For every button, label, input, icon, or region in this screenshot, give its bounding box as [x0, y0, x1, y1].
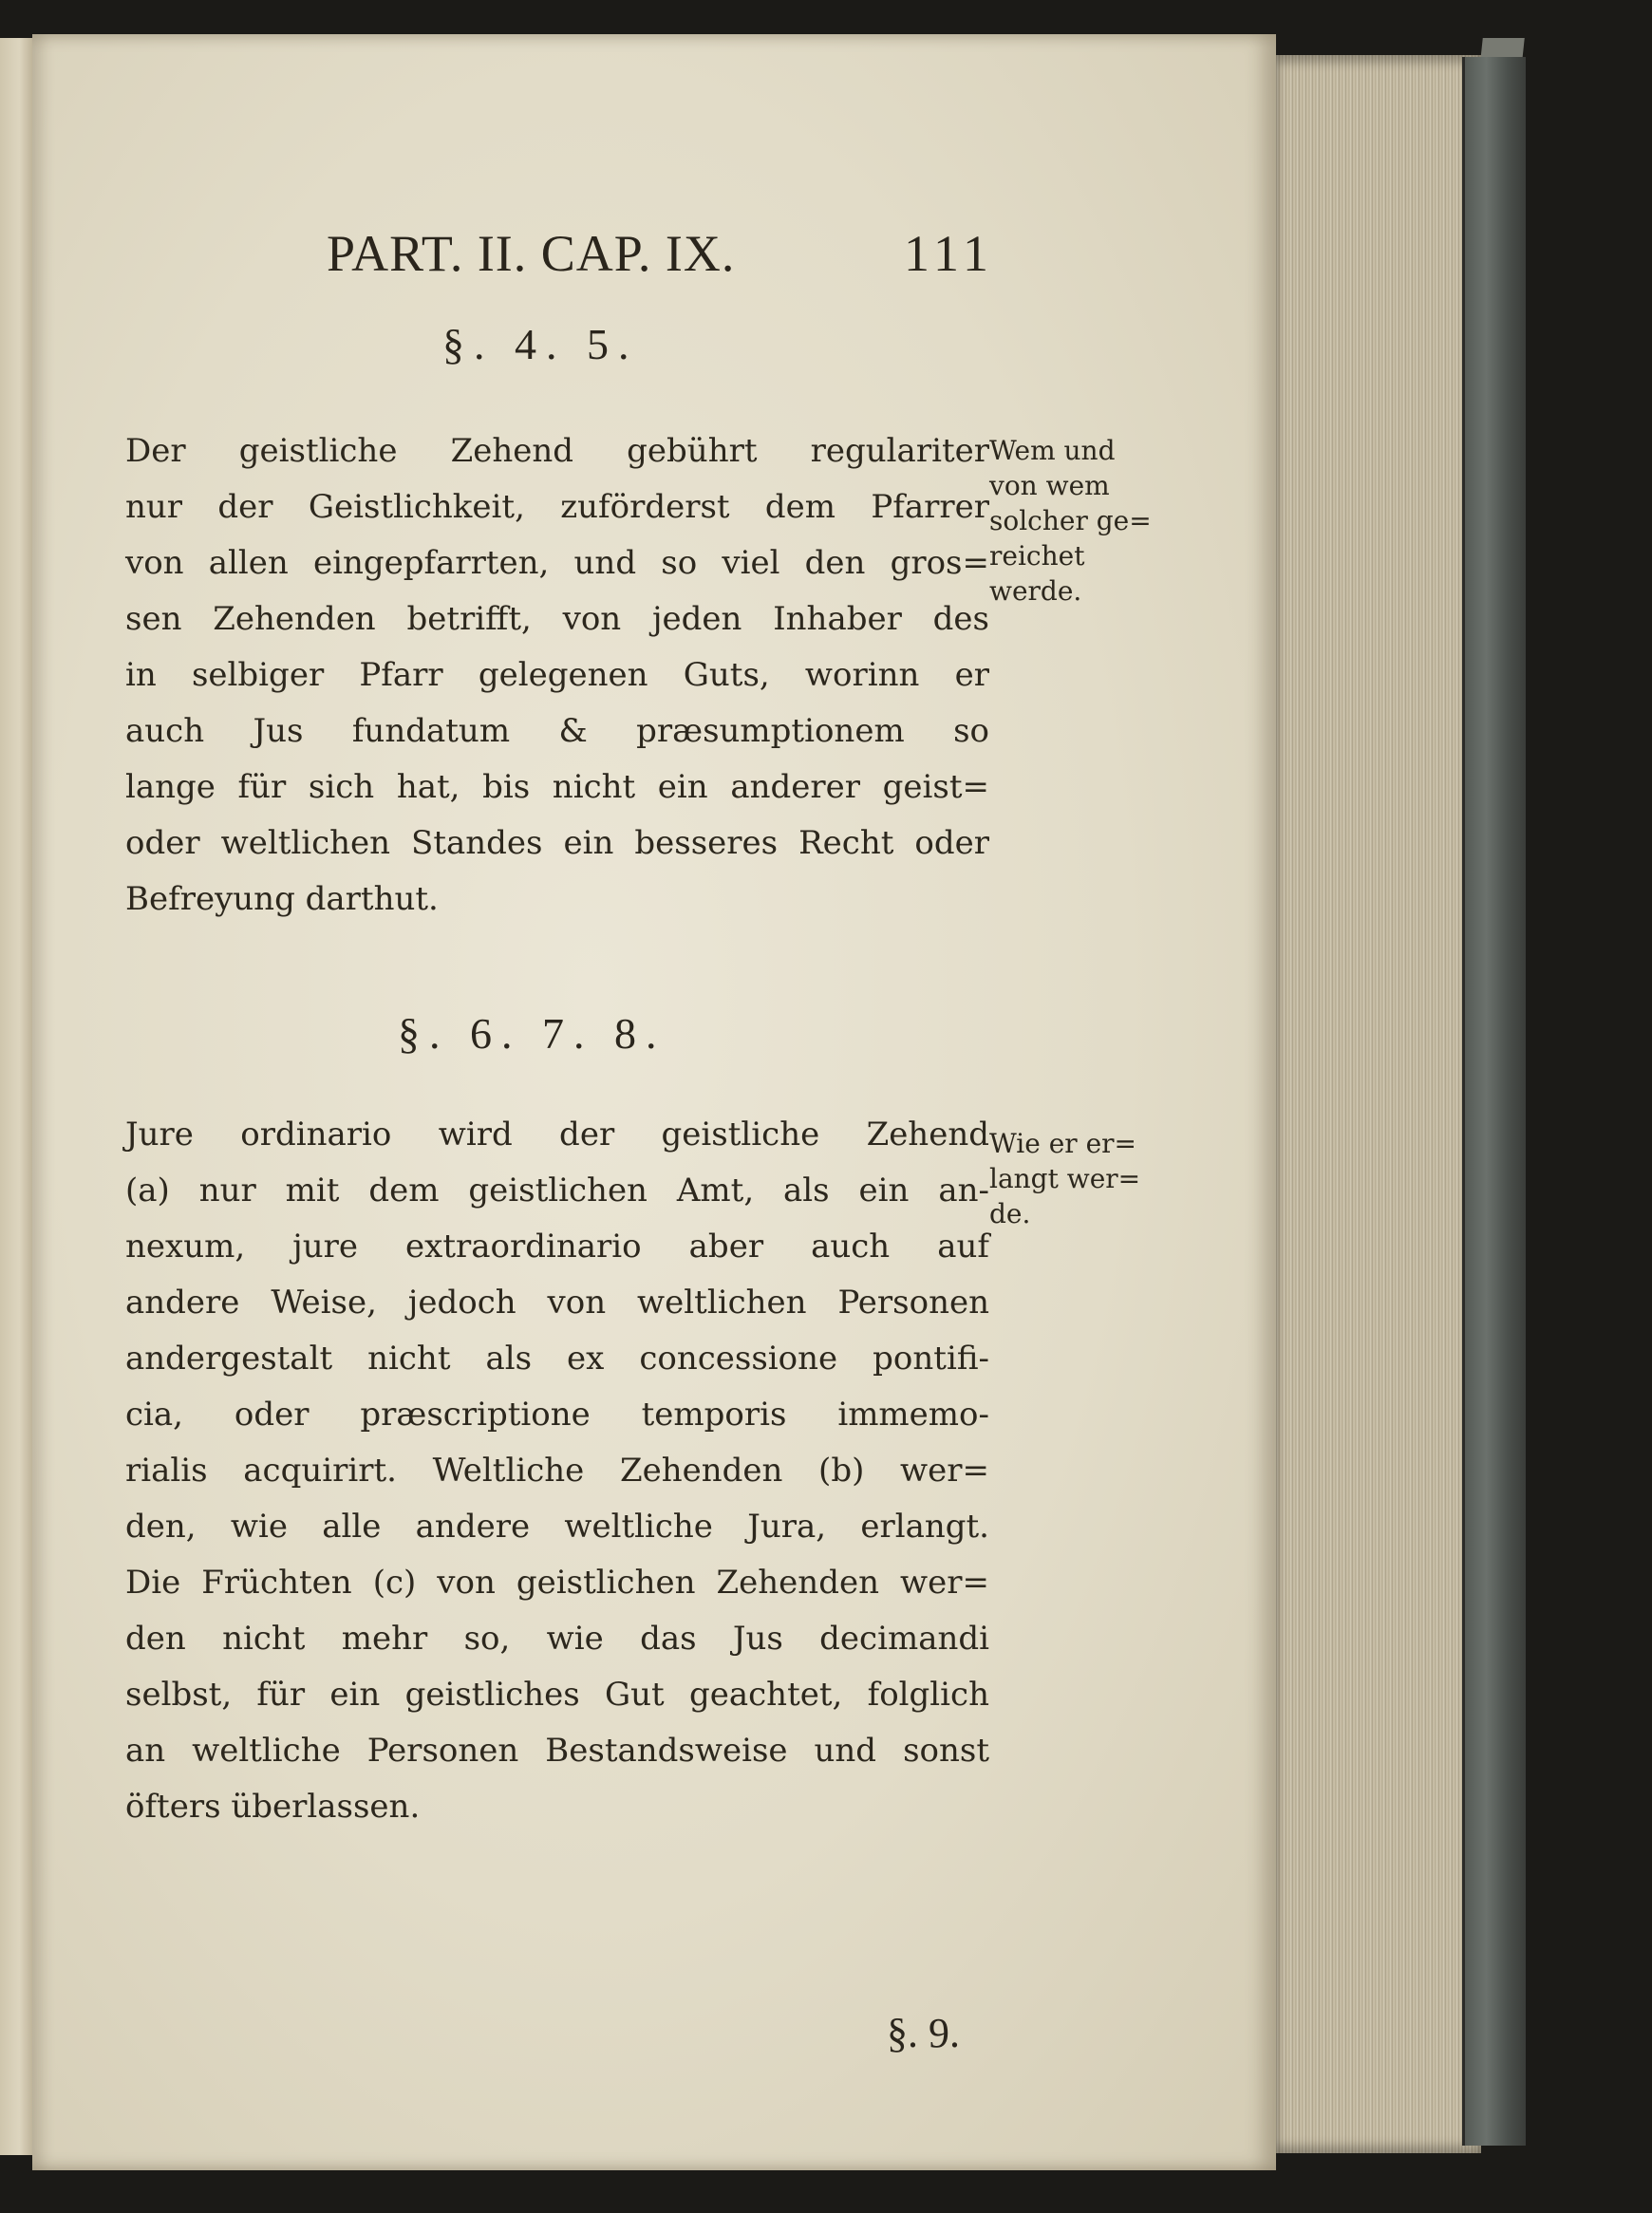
- section-heading-2: §. 6. 7. 8.: [398, 1009, 666, 1058]
- body-line: in selbiger Pfarr gelegenen Guts, worinn er: [125, 656, 989, 694]
- book-cover: [1462, 57, 1526, 2146]
- body-line: lange für sich hat, bis nicht ein anderer geist=: [125, 768, 989, 806]
- marginal-line: von wem: [989, 470, 1110, 501]
- body-line: von allen eingepfarrten, und so viel den gros=: [125, 544, 989, 582]
- section-body-1: [125, 423, 989, 928]
- marginal-line: solcher ge=: [989, 505, 1152, 536]
- body-line: rialis acquirirt. Weltliche Zehenden (b) wer=: [125, 1452, 989, 1490]
- body-line: nur der Geistlichkeit, zuförderst dem Pfarrer: [125, 488, 989, 526]
- body-line: oder weltlichen Standes ein besseres Recht oder: [125, 824, 989, 862]
- body-line: Befreyung darthut.: [125, 880, 439, 918]
- marginal-line: Wem und: [989, 435, 1116, 466]
- body-line: an weltliche Personen Bestandsweise und sonst: [125, 1732, 989, 1770]
- body-line: Die Früchten (c) von geistlichen Zehenden wer=: [125, 1564, 989, 1602]
- marginal-line: Wie er er=: [989, 1128, 1136, 1159]
- running-head: PART. II. CAP. IX.: [327, 225, 736, 282]
- body-line: Der geistliche Zehend gebührt regulariter: [125, 432, 989, 470]
- marginal-line: langt wer=: [989, 1163, 1141, 1194]
- catchword: §. 9.: [887, 2010, 960, 2056]
- body-line: selbst, für ein geistliches Gut geachtet, folglich: [125, 1676, 989, 1714]
- marginal-line: de.: [989, 1198, 1031, 1229]
- page-header: [327, 224, 994, 282]
- body-line: den nicht mehr so, wie das Jus decimandi: [125, 1620, 989, 1658]
- body-line: auch Jus fundatum & præsumptionem so: [125, 712, 989, 750]
- section-heading-1: §. 4. 5.: [442, 320, 639, 368]
- marginal-note-2: [989, 1126, 1170, 1231]
- page-block-edges: [1276, 55, 1481, 2153]
- body-line: Jure ordinario wird der geistliche Zehend: [125, 1116, 989, 1153]
- body-line: (a) nur mit dem geistlichen Amt, als ein an-: [125, 1172, 989, 1210]
- page-number: 111: [904, 225, 994, 282]
- body-line: nexum, jure extraordinario aber auch auf: [125, 1228, 989, 1266]
- marginal-note-1: [989, 433, 1170, 609]
- marginal-line: reichet: [989, 540, 1085, 572]
- body-line: den, wie alle andere weltliche Jura, erlangt.: [125, 1508, 989, 1546]
- body-line: cia, oder præscriptione temporis immemo-: [125, 1396, 989, 1434]
- body-line: andergestalt nicht als ex concessione pontifi-: [125, 1340, 989, 1378]
- previous-page-edge: [0, 38, 34, 2155]
- marginal-line: werde.: [989, 575, 1082, 607]
- body-line: andere Weise, jedoch von weltlichen Personen: [125, 1284, 989, 1322]
- body-line: öfters überlassen.: [125, 1788, 421, 1826]
- book-page: [32, 34, 1276, 2170]
- body-line: sen Zehenden betrifft, von jeden Inhaber des: [125, 600, 989, 638]
- section-body-2: [125, 1107, 989, 1835]
